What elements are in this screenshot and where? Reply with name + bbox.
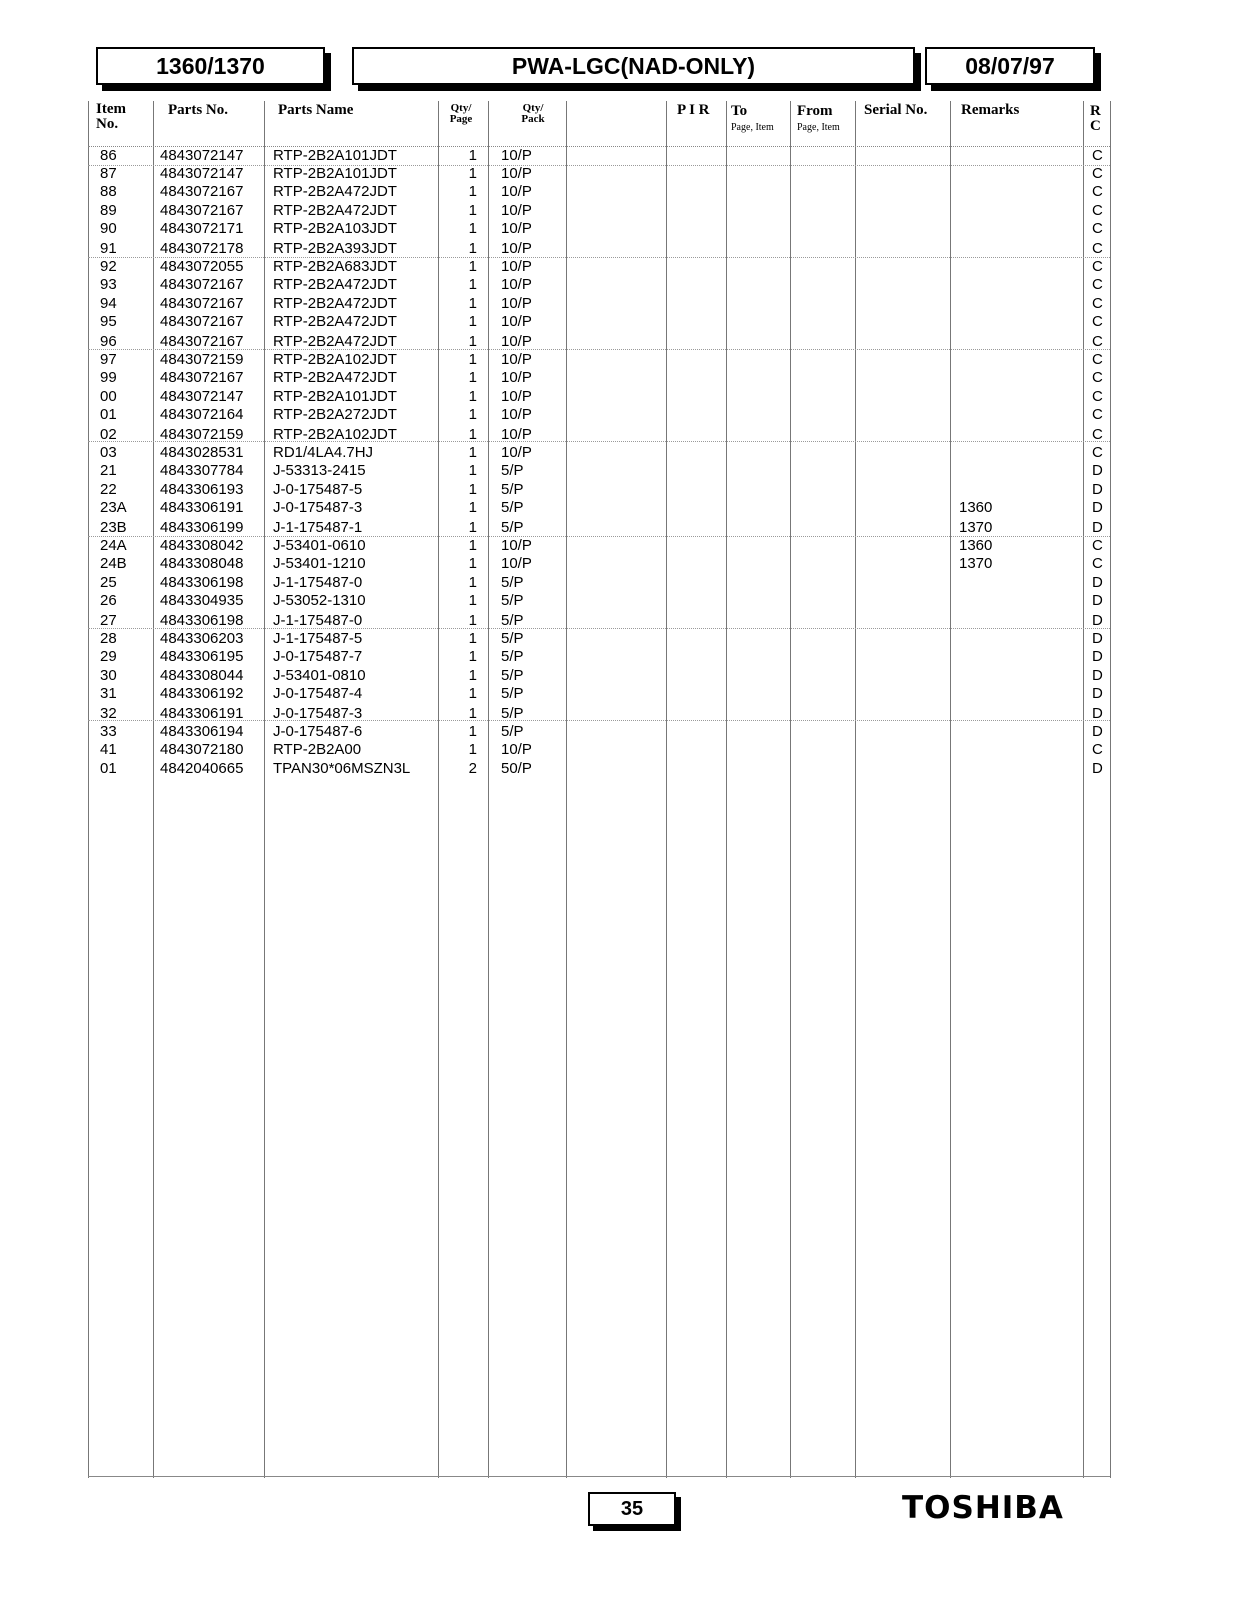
part-number: 4843306203	[160, 630, 244, 648]
header-pir: P I R	[677, 102, 710, 118]
table-row	[0, 723, 1233, 741]
part-number: 4843308044	[160, 666, 244, 684]
part-name: RTP-2B2A472JDT	[273, 183, 397, 201]
part-number: 4843072159	[160, 426, 244, 443]
rank-code: D	[1092, 480, 1103, 498]
rank-code: D	[1092, 648, 1103, 666]
rank-code: D	[1092, 705, 1103, 722]
part-number: 4843306198	[160, 573, 244, 591]
item-number: 22	[100, 480, 117, 498]
qty-per-pack: 10/P	[501, 312, 532, 330]
table-row	[0, 574, 1233, 592]
header-rc: R C	[1090, 103, 1101, 134]
qty-per-page: 1	[468, 405, 477, 423]
qty-per-page: 1	[468, 165, 477, 183]
qty-per-page: 1	[468, 666, 477, 684]
part-number: 4843306192	[160, 684, 244, 702]
item-number: 95	[100, 312, 117, 330]
rank-code: D	[1092, 519, 1103, 536]
item-number: 24B	[100, 555, 127, 573]
qty-per-page: 1	[468, 741, 477, 759]
qty-per-page: 1	[468, 684, 477, 702]
table-row	[0, 444, 1233, 462]
part-name: J-1-175487-0	[273, 573, 363, 591]
qty-per-page: 1	[468, 333, 477, 350]
part-number: 4843072147	[160, 147, 244, 164]
qty-per-page: 1	[468, 201, 477, 219]
part-name: J-53052-1310	[273, 591, 366, 609]
qty-per-pack: 5/P	[501, 612, 524, 629]
item-number: 23A	[100, 498, 127, 516]
qty-per-pack: 10/P	[501, 183, 532, 201]
table-row	[0, 369, 1233, 387]
header-item: Item No.	[96, 101, 126, 132]
qty-per-pack: 10/P	[501, 741, 532, 759]
qty-per-page: 1	[468, 480, 477, 498]
part-number: 4843072167	[160, 201, 244, 219]
part-number: 4843072167	[160, 276, 244, 294]
part-name: RTP-2B2A472JDT	[273, 294, 397, 312]
item-number: 99	[100, 369, 117, 387]
part-name: J-0-175487-5	[273, 480, 363, 498]
table-row	[0, 499, 1233, 517]
document-date: 08/07/97	[965, 52, 1055, 79]
remarks: 1370	[959, 555, 993, 573]
part-number: 4843072159	[160, 351, 244, 369]
table-row	[0, 258, 1233, 276]
header-qty-page: Qty/ Page	[449, 102, 473, 125]
rank-code: C	[1092, 351, 1103, 369]
part-number: 4843306191	[160, 705, 244, 722]
item-number: 21	[100, 462, 117, 480]
rank-code: C	[1092, 201, 1103, 219]
qty-per-page: 1	[468, 444, 477, 462]
part-number: 4843072178	[160, 240, 244, 257]
qty-per-pack: 5/P	[501, 705, 524, 722]
qty-per-page: 1	[468, 648, 477, 666]
part-number: 4843072055	[160, 258, 244, 276]
item-number: 00	[100, 387, 117, 405]
table-row	[0, 183, 1233, 201]
qty-per-page: 1	[468, 312, 477, 330]
table-row	[0, 537, 1233, 555]
part-name: RTP-2B2A101JDT	[273, 165, 397, 183]
part-name: J-0-175487-4	[273, 684, 363, 702]
part-name: RTP-2B2A272JDT	[273, 405, 397, 423]
table-row	[0, 276, 1233, 294]
part-name: J-53313-2415	[273, 462, 366, 480]
item-number: 31	[100, 684, 117, 702]
rank-code: D	[1092, 591, 1103, 609]
rank-code: C	[1092, 426, 1103, 443]
part-name: J-0-175487-3	[273, 705, 363, 722]
table-row	[0, 406, 1233, 424]
item-number: 41	[100, 741, 117, 759]
rank-code: C	[1092, 294, 1103, 312]
qty-per-page: 1	[468, 705, 477, 722]
part-number: 4843072147	[160, 387, 244, 405]
qty-per-page: 1	[468, 630, 477, 648]
qty-per-page: 2	[468, 759, 477, 777]
part-number: 4843028531	[160, 444, 244, 462]
part-number: 4843306198	[160, 612, 244, 629]
part-name: J-53401-0810	[273, 666, 366, 684]
table-row	[0, 705, 1233, 723]
table-row	[0, 630, 1233, 648]
part-name: J-1-175487-0	[273, 612, 363, 629]
item-number: 27	[100, 612, 117, 629]
item-number: 90	[100, 219, 117, 237]
part-name: J-1-175487-5	[273, 630, 363, 648]
part-number: 4843306195	[160, 648, 244, 666]
rank-code: C	[1092, 219, 1103, 237]
part-name: RTP-2B2A683JDT	[273, 258, 397, 276]
header-remarks: Remarks	[961, 102, 1020, 118]
part-number: 4843307784	[160, 462, 244, 480]
part-number: 4843308042	[160, 537, 244, 555]
item-number: 88	[100, 183, 117, 201]
qty-per-pack: 5/P	[501, 480, 524, 498]
qty-per-pack: 10/P	[501, 426, 532, 443]
qty-per-page: 1	[468, 591, 477, 609]
table-row	[0, 147, 1233, 165]
part-number: 4843072171	[160, 219, 244, 237]
rank-code: C	[1092, 555, 1103, 573]
part-number: 4843072167	[160, 369, 244, 387]
part-number: 4843304935	[160, 591, 244, 609]
qty-per-pack: 5/P	[501, 498, 524, 516]
table-row	[0, 592, 1233, 610]
qty-per-pack: 10/P	[501, 240, 532, 257]
rank-code: C	[1092, 312, 1103, 330]
item-number: 26	[100, 591, 117, 609]
qty-per-page: 1	[468, 258, 477, 276]
table-row	[0, 555, 1233, 573]
qty-per-pack: 10/P	[501, 537, 532, 555]
qty-per-page: 1	[468, 294, 477, 312]
table-row	[0, 426, 1233, 444]
item-number: 89	[100, 201, 117, 219]
part-name: RTP-2B2A101JDT	[273, 147, 397, 164]
table-row	[0, 741, 1233, 759]
part-name: TPAN30*06MSZN3L	[273, 759, 411, 777]
part-name: J-1-175487-1	[273, 519, 363, 536]
table-row	[0, 202, 1233, 220]
item-number: 28	[100, 630, 117, 648]
rank-code: D	[1092, 759, 1103, 777]
part-name: RTP-2B2A472JDT	[273, 369, 397, 387]
part-number: 4843072167	[160, 312, 244, 330]
qty-per-pack: 5/P	[501, 573, 524, 591]
item-number: 94	[100, 294, 117, 312]
qty-per-page: 1	[468, 219, 477, 237]
table-row	[0, 313, 1233, 331]
rank-code: C	[1092, 183, 1103, 201]
qty-per-pack: 10/P	[501, 165, 532, 183]
qty-per-pack: 10/P	[501, 444, 532, 462]
part-name: J-53401-0610	[273, 537, 366, 555]
rank-code: D	[1092, 630, 1103, 648]
table-row	[0, 165, 1233, 183]
part-number: 4843072167	[160, 183, 244, 201]
qty-per-page: 1	[468, 240, 477, 257]
qty-per-page: 1	[468, 573, 477, 591]
header-serial-no: Serial No.	[864, 102, 928, 118]
table-row	[0, 667, 1233, 685]
rank-code: C	[1092, 276, 1103, 294]
header-from: From	[797, 103, 833, 119]
table-row	[0, 295, 1233, 313]
qty-per-pack: 5/P	[501, 684, 524, 702]
table-row	[0, 333, 1233, 351]
item-number: 02	[100, 426, 117, 443]
header-parts-name: Parts Name	[278, 102, 354, 118]
qty-per-pack: 10/P	[501, 369, 532, 387]
item-number: 97	[100, 351, 117, 369]
rank-code: C	[1092, 165, 1103, 183]
rank-code: D	[1092, 498, 1103, 516]
part-name: RTP-2B2A472JDT	[273, 333, 397, 350]
part-number: 4843072164	[160, 405, 244, 423]
item-number: 29	[100, 648, 117, 666]
item-number: 30	[100, 666, 117, 684]
table-bottom-rule	[88, 1476, 1110, 1477]
part-name: J-0-175487-3	[273, 498, 363, 516]
brand-logo: TOSHIBA	[902, 1490, 1064, 1526]
qty-per-pack: 10/P	[501, 258, 532, 276]
rank-code: D	[1092, 723, 1103, 741]
item-number: 01	[100, 759, 117, 777]
qty-per-pack: 5/P	[501, 666, 524, 684]
qty-per-page: 1	[468, 498, 477, 516]
qty-per-pack: 10/P	[501, 201, 532, 219]
table-row	[0, 462, 1233, 480]
qty-per-page: 1	[468, 426, 477, 443]
part-name: RTP-2B2A00	[273, 741, 362, 759]
remarks: 1370	[959, 519, 993, 536]
item-number: 33	[100, 723, 117, 741]
table-row	[0, 519, 1233, 537]
qty-per-pack: 5/P	[501, 723, 524, 741]
rank-code: C	[1092, 405, 1103, 423]
part-name: RTP-2B2A472JDT	[273, 276, 397, 294]
qty-per-pack: 5/P	[501, 519, 524, 536]
table-row	[0, 481, 1233, 499]
part-number: 4843308048	[160, 555, 244, 573]
item-number: 01	[100, 405, 117, 423]
item-number: 25	[100, 573, 117, 591]
part-name: J-0-175487-7	[273, 648, 363, 666]
qty-per-page: 1	[468, 387, 477, 405]
item-number: 91	[100, 240, 117, 257]
part-number: 4843072180	[160, 741, 244, 759]
qty-per-pack: 5/P	[501, 591, 524, 609]
board-title: PWA-LGC(NAD-ONLY)	[511, 52, 756, 79]
header-to: To	[731, 103, 748, 119]
qty-per-page: 1	[468, 276, 477, 294]
part-number: 4843072167	[160, 333, 244, 350]
qty-per-pack: 10/P	[501, 387, 532, 405]
part-name: RTP-2B2A102JDT	[273, 426, 397, 443]
rank-code: D	[1092, 573, 1103, 591]
qty-per-page: 1	[468, 183, 477, 201]
model-number-box	[96, 47, 325, 85]
header-from-sub: Page, Item	[797, 122, 840, 133]
item-number: 93	[100, 276, 117, 294]
part-name: RTP-2B2A393JDT	[273, 240, 397, 257]
remarks: 1360	[959, 537, 993, 555]
rank-code: C	[1092, 333, 1103, 350]
table-row	[0, 351, 1233, 369]
item-number: 03	[100, 444, 117, 462]
qty-per-pack: 10/P	[501, 276, 532, 294]
header-to-sub: Page, Item	[731, 122, 774, 133]
qty-per-page: 1	[468, 555, 477, 573]
part-name: RTP-2B2A472JDT	[273, 312, 397, 330]
item-number: 32	[100, 705, 117, 722]
remarks: 1360	[959, 498, 993, 516]
table-row	[0, 760, 1233, 778]
qty-per-pack: 5/P	[501, 630, 524, 648]
part-number: 4843306191	[160, 498, 244, 516]
part-number: 4842040665	[160, 759, 244, 777]
part-number: 4843306194	[160, 723, 244, 741]
rank-code: C	[1092, 387, 1103, 405]
rank-code: D	[1092, 666, 1103, 684]
table-row	[0, 648, 1233, 666]
table-row	[0, 685, 1233, 703]
header-qty-pack: Qty/ Pack	[521, 102, 545, 125]
item-number: 24A	[100, 537, 127, 555]
qty-per-page: 1	[468, 351, 477, 369]
rank-code: C	[1092, 147, 1103, 164]
model-number: 1360/1370	[156, 52, 265, 79]
qty-per-page: 1	[468, 519, 477, 536]
qty-per-pack: 10/P	[501, 294, 532, 312]
qty-per-pack: 50/P	[501, 759, 532, 777]
rank-code: C	[1092, 369, 1103, 387]
date-box	[925, 47, 1095, 85]
part-name: RTP-2B2A103JDT	[273, 219, 397, 237]
board-title-box	[352, 47, 915, 85]
table-row	[0, 220, 1233, 238]
part-name: RTP-2B2A472JDT	[273, 201, 397, 219]
qty-per-pack: 5/P	[501, 462, 524, 480]
item-number: 86	[100, 147, 117, 164]
table-row	[0, 240, 1233, 258]
qty-per-pack: 5/P	[501, 648, 524, 666]
qty-per-pack: 10/P	[501, 333, 532, 350]
table-row	[0, 612, 1233, 630]
rank-code: C	[1092, 537, 1103, 555]
part-number: 4843072167	[160, 294, 244, 312]
table-row	[0, 388, 1233, 406]
rank-code: C	[1092, 444, 1103, 462]
qty-per-pack: 10/P	[501, 405, 532, 423]
item-number: 96	[100, 333, 117, 350]
part-name: RTP-2B2A102JDT	[273, 351, 397, 369]
qty-per-pack: 10/P	[501, 351, 532, 369]
part-number: 4843072147	[160, 165, 244, 183]
qty-per-pack: 10/P	[501, 147, 532, 164]
rank-code: D	[1092, 462, 1103, 480]
rank-code: C	[1092, 741, 1103, 759]
qty-per-page: 1	[468, 723, 477, 741]
item-number: 87	[100, 165, 117, 183]
page-number-box	[588, 1492, 676, 1526]
part-name: RTP-2B2A101JDT	[273, 387, 397, 405]
rank-code: C	[1092, 258, 1103, 276]
part-name: RD1/4LA4.7HJ	[273, 444, 374, 462]
qty-per-pack: 10/P	[501, 555, 532, 573]
header-parts-no: Parts No.	[168, 102, 228, 118]
qty-per-page: 1	[468, 537, 477, 555]
qty-per-page: 1	[468, 462, 477, 480]
rank-code: C	[1092, 240, 1103, 257]
item-number: 92	[100, 258, 117, 276]
item-number: 23B	[100, 519, 127, 536]
qty-per-page: 1	[468, 369, 477, 387]
part-number: 4843306193	[160, 480, 244, 498]
part-name: J-53401-1210	[273, 555, 366, 573]
rank-code: D	[1092, 684, 1103, 702]
qty-per-page: 1	[468, 147, 477, 164]
part-name: J-0-175487-6	[273, 723, 363, 741]
qty-per-page: 1	[468, 612, 477, 629]
qty-per-pack: 10/P	[501, 219, 532, 237]
rank-code: D	[1092, 612, 1103, 629]
page-number: 35	[620, 1497, 644, 1520]
part-number: 4843306199	[160, 519, 244, 536]
